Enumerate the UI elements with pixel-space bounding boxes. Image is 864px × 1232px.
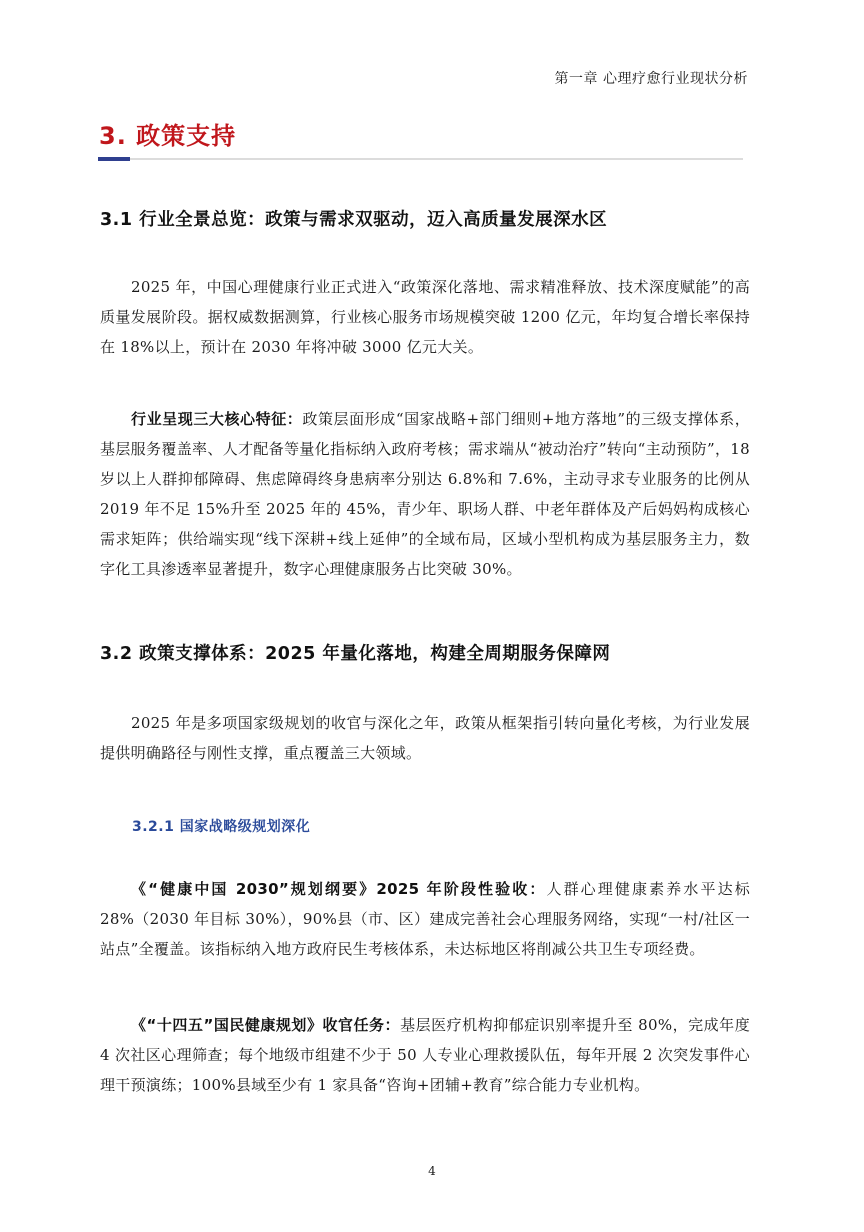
subsubsection-heading-3-2-1: 3.2.1 国家战略级规划深化 bbox=[132, 819, 311, 835]
paragraph-healthy-china-2030 bbox=[100, 874, 750, 964]
paragraph-lead: 《“十四五”国民健康规划》收官任务： bbox=[131, 1016, 401, 1034]
paragraph-market-overview: 2025 年，中国心理健康行业正式进入“政策深化落地、需求精准释放、技术深度赋能”的高质量发展阶段。据权威数据测算，行业核心服务市场规模突破 1200 亿元，年均复合增长率保持在 18%以上，预计在 2030 年将冲破 3000 亿元大关。 bbox=[100, 278, 750, 356]
subsection-heading-3-2: 3.2 政策支撑体系：2025 年量化落地，构建全周期服务保障网 bbox=[100, 644, 611, 664]
paragraph-lead: 行业呈现三大核心特征： bbox=[131, 410, 303, 428]
page-number: 4 bbox=[428, 1164, 436, 1178]
running-header: 第一章 心理疗愈行业现状分析 bbox=[554, 71, 748, 87]
paragraph-body: 政策层面形成“国家战略+部门细则+地方落地”的三级支撑体系，基层服务覆盖率、人才配备等量化指标纳入政府考核；需求端从“被动治疗”转向“主动预防”，18 岁以上人群抑郁障碍、焦虑障碍终身患病率分别达 6.8%和 7.6%，主动寻求专业服务的比例从 2019 年不足 15%升至 2025 年的 45%，青少年、职场人群、中老年群体及产后妈妈构成核心需求矩阵；供给端实现“线下深耕+线上延伸”的全域布局，区域小型机构成为基层服务主力，数字化工具渗透率显著提升，数字心理健康服务占比突破 30%。 bbox=[100, 410, 750, 578]
paragraph-body: 人群心理健康素养水平达标 28%（2030 年目标 30%），90%县（市、区）建成完善社会心理服务网络，实现“一村/社区一站点”全覆盖。该指标纳入地方政府民生考核体系，未达标地区将削减公共卫生专项经费。 bbox=[100, 880, 751, 958]
paragraph-14th-five-year-plan bbox=[100, 1010, 750, 1100]
paragraph-core-features bbox=[100, 404, 750, 584]
section-divider bbox=[98, 158, 743, 160]
paragraph-lead: 《“健康中国 2030”规划纲要》2025 年阶段性验收： bbox=[131, 880, 547, 898]
subsection-heading-3-1: 3.1 行业全景总览：政策与需求双驱动，迈入高质量发展深水区 bbox=[100, 210, 608, 230]
section-title: 3. 政策支持 bbox=[99, 122, 237, 150]
paragraph-body: 基层医疗机构抑郁症识别率提升至 80%，完成年度 4 次社区心理筛查；每个地级市组建不少于 50 人专业心理救援队伍，每年开展 2 次突发事件心理干预演练；100%县域至少有 1 家具备“咨询+团辅+教育”综合能力专业机构。 bbox=[100, 1016, 750, 1094]
section-divider-accent bbox=[98, 157, 130, 161]
paragraph-policy-intro: 2025 年是多项国家级规划的收官与深化之年，政策从框架指引转向量化考核，为行业发展提供明确路径与刚性支撑，重点覆盖三大领域。 bbox=[100, 714, 750, 762]
